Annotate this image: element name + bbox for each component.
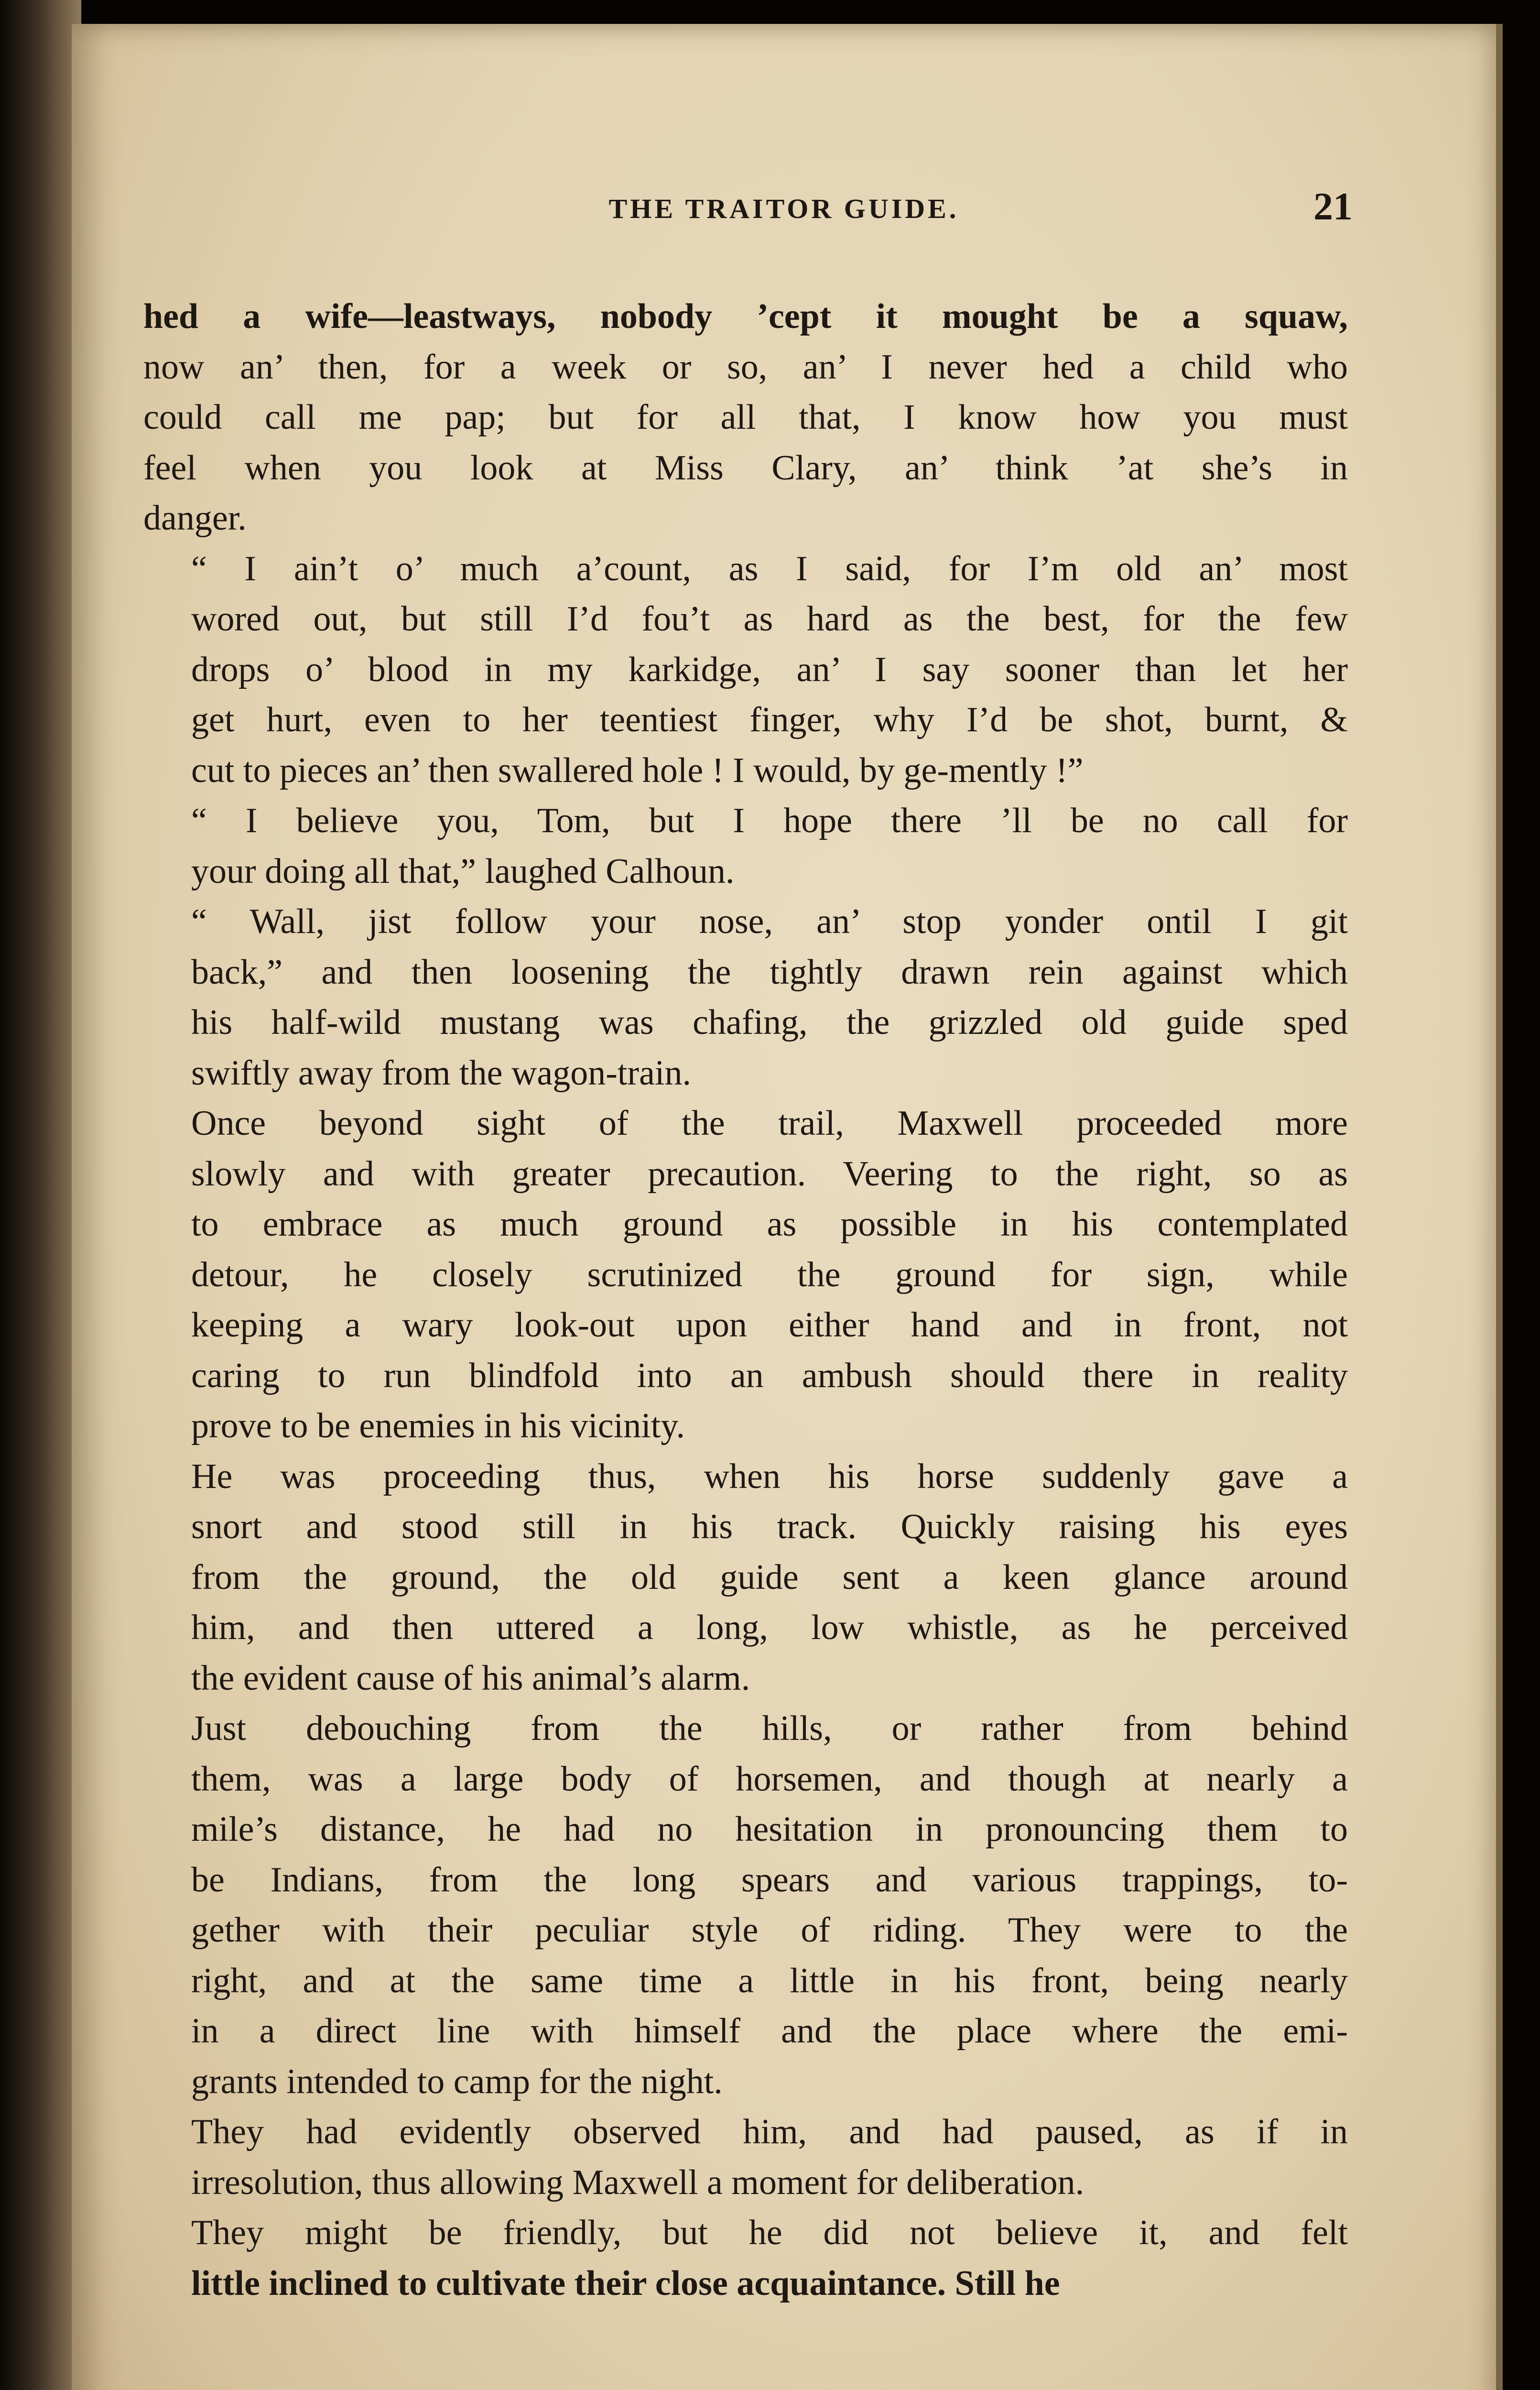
- paragraph: [143, 1452, 1348, 1704]
- text-line: Just debouching from the hills, or rather from behind: [191, 1709, 1348, 1748]
- text-line: “ I believe you, Tom, but I hope there ’ll be no call for: [191, 801, 1348, 840]
- text-line: to embrace as much ground as possible in his contemplated: [191, 1205, 1348, 1244]
- text-line: his half-wild mustang was chafing, the grizzled old guide sped: [191, 1003, 1348, 1042]
- text-line: could call me pap; but for all that, I know how you must: [143, 398, 1348, 437]
- text-line: cut to pieces an’ then swallered hole ! I would, by ge-mently !”: [191, 750, 1084, 790]
- text-line: They had evidently observed him, and had paused, as if in: [191, 2112, 1348, 2151]
- text-line: gether with their peculiar style of riding. They were to the: [191, 1911, 1348, 1950]
- text-line: mile’s distance, he had no hesitation in pronouncing them to: [191, 1810, 1348, 1849]
- text-line: danger.: [143, 499, 247, 538]
- text-line: your doing all that,” laughed Calhoun.: [191, 851, 735, 891]
- text-line: wored out, but still I’d fou’t as hard as the best, for the few: [191, 599, 1348, 639]
- running-head-title: THE TRAITOR GUIDE.: [608, 193, 959, 224]
- text-line: in a direct line with himself and the place where the emi-: [191, 2011, 1348, 2051]
- body-text: [143, 292, 1348, 2309]
- text-line: now an’ then, for a week or so, an’ I never hed a child who: [143, 347, 1348, 387]
- paragraph: [143, 2107, 1348, 2208]
- text-line: them, was a large body of horsemen, and though at nearly a: [191, 1759, 1348, 1799]
- text-line: prove to be enemies in his vicinity.: [191, 1406, 685, 1445]
- text-line: from the ground, the old guide sent a keen glance around: [191, 1557, 1348, 1597]
- text-line: swiftly away from the wagon-train.: [191, 1053, 691, 1093]
- text-line: get hurt, even to her teentiest finger, why I’d be shot, burnt, &: [191, 700, 1348, 739]
- running-head: [72, 184, 1496, 237]
- paragraph: [143, 292, 1348, 544]
- text-line: him, and then uttered a long, low whistle, as he perceived: [191, 1608, 1348, 1647]
- text-line: caring to run blindfold into an ambush should there in reality: [191, 1356, 1348, 1395]
- paragraph: [143, 2208, 1348, 2309]
- text-line: feel when you look at Miss Clary, an’ think ’at she’s in: [143, 448, 1348, 488]
- text-line: snort and stood still in his track. Quickly raising his eyes: [191, 1507, 1348, 1546]
- text-line: “ Wall, jist follow your nose, an’ stop yonder ontil I git: [191, 902, 1348, 941]
- paragraph: [143, 796, 1348, 897]
- text-line: irresolution, thus allowing Maxwell a moment for deliberation.: [191, 2162, 1085, 2202]
- text-line: hed a wife—leastways, nobody ’cept it mought be a squaw,: [143, 297, 1348, 336]
- text-line: keeping a wary look-out upon either hand and in front, not: [191, 1305, 1348, 1345]
- text-line: grants intended to camp for the night.: [191, 2062, 723, 2101]
- text-line: drops o’ blood in my karkidge, an’ I say sooner than let her: [191, 650, 1348, 689]
- paragraph: [143, 1098, 1348, 1452]
- text-line: the evident cause of his animal’s alarm.: [191, 1658, 750, 1698]
- text-line: They might be friendly, but he did not believe it, and felt: [191, 2213, 1348, 2252]
- text-line: Once beyond sight of the trail, Maxwell proceeded more: [191, 1104, 1348, 1143]
- text-line: He was proceeding thus, when his horse suddenly gave a: [191, 1456, 1348, 1496]
- book-page: [72, 24, 1503, 2390]
- text-line: little inclined to cultivate their close acquaintance. Still he: [191, 2263, 1060, 2303]
- text-line: slowly and with greater precaution. Veering to the right, so as: [191, 1154, 1348, 1194]
- text-line: back,” and then loosening the tightly drawn rein against which: [191, 952, 1348, 992]
- paragraph: [143, 897, 1348, 1098]
- paragraph: [143, 544, 1348, 796]
- text-line: “ I ain’t o’ much a’count, as I said, for I’m old an’ most: [191, 549, 1348, 588]
- text-line: right, and at the same time a little in his front, being nearly: [191, 1961, 1348, 2000]
- book-spine-shadow: [0, 0, 81, 2390]
- text-line: be Indians, from the long spears and various trappings, to-: [191, 1860, 1348, 1900]
- page-number: 21: [1313, 185, 1353, 228]
- paragraph: [143, 1704, 1348, 2107]
- text-line: detour, he closely scrutinized the ground for sign, while: [191, 1255, 1348, 1294]
